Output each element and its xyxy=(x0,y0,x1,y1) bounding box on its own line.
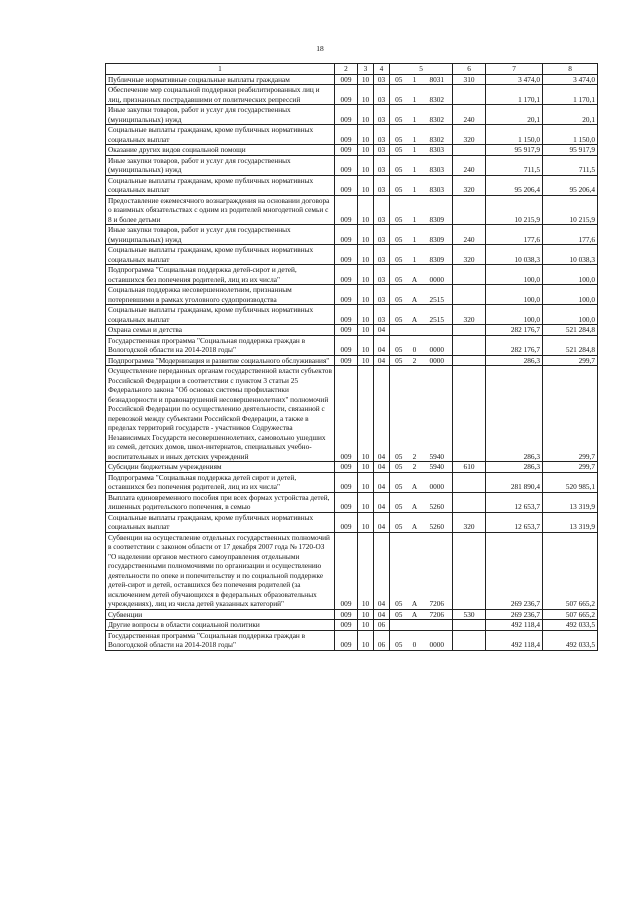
row-section: 10 xyxy=(358,492,374,512)
row-name: Социальные выплаты гражданам, кроме публичных нормативных социальных выплат xyxy=(106,125,335,145)
row-amount-year2: 1 150,0 xyxy=(543,125,598,145)
row-section: 10 xyxy=(358,620,374,631)
row-chapter: 009 xyxy=(335,175,358,195)
row-name: Выплата единовременного пособия при всех формах устройства детей, лишенных родительского попечения, в семью xyxy=(106,492,335,512)
row-chapter: 009 xyxy=(335,325,358,336)
row-target-code: 8031 xyxy=(422,74,453,85)
row-target-code: 8303 xyxy=(422,155,453,175)
row-expense-type: 240 xyxy=(453,155,486,175)
column-header: 2 xyxy=(335,64,358,75)
row-section: 10 xyxy=(358,155,374,175)
row-amount-year1: 100,0 xyxy=(486,265,543,285)
row-target-code: 8302 xyxy=(422,105,453,125)
row-expense-type xyxy=(453,472,486,492)
row-name: Социальные выплаты гражданам, кроме публичных нормативных социальных выплат xyxy=(106,305,335,325)
column-header: 7 xyxy=(486,64,543,75)
row-amount-year2: 10 215,9 xyxy=(543,195,598,225)
row-subsection: 04 xyxy=(374,532,390,609)
row-expense-type: 320 xyxy=(453,245,486,265)
row-amount-year1: 711,5 xyxy=(486,155,543,175)
row-target-code: 0000 xyxy=(422,355,453,366)
row-target-program: 05 xyxy=(390,225,408,245)
row-target-code: 5940 xyxy=(422,462,453,473)
row-expense-type xyxy=(453,366,486,462)
row-target-code: 8302 xyxy=(422,85,453,105)
row-subsection: 04 xyxy=(374,355,390,366)
table-row xyxy=(106,145,598,156)
row-target-program: 05 xyxy=(390,462,408,473)
row-chapter: 009 xyxy=(335,532,358,609)
row-target-subprogram: 2 xyxy=(408,355,422,366)
row-amount-year1: 492 118,4 xyxy=(486,620,543,631)
row-amount-year1: 286,3 xyxy=(486,355,543,366)
row-chapter: 009 xyxy=(335,245,358,265)
row-amount-year1: 269 236,7 xyxy=(486,609,543,620)
row-target-program: 05 xyxy=(390,472,408,492)
row-amount-year2: 13 319,9 xyxy=(543,492,598,512)
row-amount-year1: 286,3 xyxy=(486,366,543,462)
table-row xyxy=(106,512,598,532)
table-row xyxy=(106,462,598,473)
row-amount-year1: 95 917,9 xyxy=(486,145,543,156)
row-section: 10 xyxy=(358,532,374,609)
table-row xyxy=(106,335,598,355)
row-expense-type: 240 xyxy=(453,105,486,125)
table-header-row xyxy=(106,64,598,75)
row-target-program xyxy=(390,620,408,631)
row-amount-year1: 269 236,7 xyxy=(486,532,543,609)
row-target-subprogram: 1 xyxy=(408,175,422,195)
row-name: Иные закупки товаров, работ и услуг для государственных (муниципальных) нужд xyxy=(106,155,335,175)
row-expense-type xyxy=(453,492,486,512)
row-section: 10 xyxy=(358,462,374,473)
row-target-program: 05 xyxy=(390,125,408,145)
row-target-subprogram: 1 xyxy=(408,195,422,225)
row-subsection: 04 xyxy=(374,492,390,512)
table-row xyxy=(106,285,598,305)
column-header: 8 xyxy=(543,64,598,75)
row-name: Иные закупки товаров, работ и услуг для государственных (муниципальных) нужд xyxy=(106,225,335,245)
row-target-subprogram: 0 xyxy=(408,630,422,650)
row-amount-year2: 507 665,2 xyxy=(543,532,598,609)
row-chapter: 009 xyxy=(335,512,358,532)
row-target-program: 05 xyxy=(390,630,408,650)
column-header: 5 xyxy=(390,64,453,75)
row-subsection: 03 xyxy=(374,74,390,85)
row-target-subprogram: 1 xyxy=(408,125,422,145)
row-name: Осуществление переданных органам государственной власти субъектов Российской Федерации в соответствии с пунктом 3 статьи 25 Федерального закона "Об основах системы профилактики безнадзорности и правонарушений несовершеннолетних" полномочий Российской Федерации по осуществлению деятельности, связанной с перевозкой между субъектами Российской Федерации, а также в пределах территорий государств - участников Содружества Независимых Государств несовершеннолетних, самовольно ушедших из семей, детских домов, школ-интернатов, специальных учебно-воспитательных и иных детских учреждений xyxy=(106,366,335,462)
table-row xyxy=(106,74,598,85)
row-expense-type xyxy=(453,85,486,105)
row-expense-type xyxy=(453,265,486,285)
row-chapter: 009 xyxy=(335,609,358,620)
row-subsection: 03 xyxy=(374,155,390,175)
row-target-code: 0000 xyxy=(422,630,453,650)
row-amount-year1: 95 206,4 xyxy=(486,175,543,195)
row-target-subprogram: А xyxy=(408,305,422,325)
row-target-code: 8302 xyxy=(422,125,453,145)
row-amount-year2: 299,7 xyxy=(543,355,598,366)
row-subsection: 03 xyxy=(374,225,390,245)
row-target-subprogram xyxy=(408,620,422,631)
row-target-program: 05 xyxy=(390,305,408,325)
budget-table xyxy=(105,63,598,651)
row-section: 10 xyxy=(358,175,374,195)
row-target-program: 05 xyxy=(390,335,408,355)
row-target-subprogram: А xyxy=(408,265,422,285)
row-target-code: 8303 xyxy=(422,175,453,195)
row-name: Иные закупки товаров, работ и услуг для государственных (муниципальных) нужд xyxy=(106,105,335,125)
row-name: Субсидии бюджетным учреждениям xyxy=(106,462,335,473)
table-row xyxy=(106,175,598,195)
row-amount-year2: 3 474,0 xyxy=(543,74,598,85)
row-chapter: 009 xyxy=(335,85,358,105)
row-chapter: 009 xyxy=(335,335,358,355)
row-target-code: 5260 xyxy=(422,492,453,512)
row-subsection: 03 xyxy=(374,285,390,305)
row-amount-year1: 10 215,9 xyxy=(486,195,543,225)
row-amount-year1: 1 170,1 xyxy=(486,85,543,105)
row-name: Обеспечение мер социальной поддержки реабилитированных лиц и лиц, признанных пострадавшими от политических репрессий xyxy=(106,85,335,105)
row-expense-type xyxy=(453,145,486,156)
row-amount-year2: 507 665,2 xyxy=(543,609,598,620)
row-subsection: 06 xyxy=(374,630,390,650)
table-row xyxy=(106,245,598,265)
row-section: 10 xyxy=(358,285,374,305)
row-amount-year2: 100,0 xyxy=(543,285,598,305)
row-subsection: 03 xyxy=(374,145,390,156)
table-row xyxy=(106,492,598,512)
row-amount-year1: 281 890,4 xyxy=(486,472,543,492)
row-target-code: 7206 xyxy=(422,609,453,620)
row-amount-year1: 100,0 xyxy=(486,285,543,305)
row-target-code: 0000 xyxy=(422,472,453,492)
row-name: Предоставление ежемесячного вознаграждения на основании договора о взаимных обязательствах с одним из родителей многодетной семьи с 8 и более детьми xyxy=(106,195,335,225)
row-target-subprogram: А xyxy=(408,285,422,305)
row-target-subprogram: 1 xyxy=(408,155,422,175)
row-amount-year1: 3 474,0 xyxy=(486,74,543,85)
table-row xyxy=(106,532,598,609)
table-row xyxy=(106,85,598,105)
row-target-program: 05 xyxy=(390,195,408,225)
row-amount-year2: 100,0 xyxy=(543,265,598,285)
row-subsection: 04 xyxy=(374,512,390,532)
table-row xyxy=(106,472,598,492)
row-target-code: 8303 xyxy=(422,145,453,156)
row-chapter: 009 xyxy=(335,462,358,473)
row-amount-year2: 521 284,8 xyxy=(543,335,598,355)
row-amount-year2: 177,6 xyxy=(543,225,598,245)
row-section: 10 xyxy=(358,512,374,532)
row-name: Охрана семьи и детства xyxy=(106,325,335,336)
row-chapter: 009 xyxy=(335,620,358,631)
row-name: Социальные выплаты гражданам, кроме публичных нормативных социальных выплат xyxy=(106,245,335,265)
row-expense-type: 610 xyxy=(453,462,486,473)
row-chapter: 009 xyxy=(335,74,358,85)
row-amount-year2: 1 170,1 xyxy=(543,85,598,105)
row-amount-year2: 10 038,3 xyxy=(543,245,598,265)
row-target-program: 05 xyxy=(390,532,408,609)
row-target-code: 8309 xyxy=(422,195,453,225)
row-target-subprogram: А xyxy=(408,609,422,620)
row-section: 10 xyxy=(358,85,374,105)
row-expense-type xyxy=(453,532,486,609)
row-target-subprogram: 1 xyxy=(408,85,422,105)
row-target-code xyxy=(422,620,453,631)
table-row xyxy=(106,265,598,285)
row-expense-type: 240 xyxy=(453,225,486,245)
row-target-subprogram: А xyxy=(408,532,422,609)
row-chapter: 009 xyxy=(335,225,358,245)
row-amount-year1: 10 038,3 xyxy=(486,245,543,265)
row-expense-type: 320 xyxy=(453,512,486,532)
row-target-program: 05 xyxy=(390,85,408,105)
row-subsection: 03 xyxy=(374,195,390,225)
row-target-subprogram xyxy=(408,325,422,336)
row-target-subprogram: 2 xyxy=(408,366,422,462)
row-amount-year1: 12 653,7 xyxy=(486,512,543,532)
table-row xyxy=(106,620,598,631)
row-target-program: 05 xyxy=(390,145,408,156)
row-section: 10 xyxy=(358,609,374,620)
row-target-program xyxy=(390,325,408,336)
row-subsection: 04 xyxy=(374,325,390,336)
row-target-code xyxy=(422,325,453,336)
row-section: 10 xyxy=(358,355,374,366)
row-section: 10 xyxy=(358,305,374,325)
row-amount-year1: 282 176,7 xyxy=(486,325,543,336)
row-section: 10 xyxy=(358,245,374,265)
row-target-program: 05 xyxy=(390,245,408,265)
table-row xyxy=(106,155,598,175)
row-chapter: 009 xyxy=(335,472,358,492)
row-target-program: 05 xyxy=(390,366,408,462)
row-target-subprogram: 1 xyxy=(408,74,422,85)
row-target-program: 05 xyxy=(390,175,408,195)
row-target-program: 05 xyxy=(390,492,408,512)
row-subsection: 04 xyxy=(374,335,390,355)
row-amount-year1: 286,3 xyxy=(486,462,543,473)
column-header: 6 xyxy=(453,64,486,75)
row-amount-year2: 20,1 xyxy=(543,105,598,125)
row-expense-type: 530 xyxy=(453,609,486,620)
row-section: 10 xyxy=(358,105,374,125)
row-amount-year1: 177,6 xyxy=(486,225,543,245)
row-section: 10 xyxy=(358,366,374,462)
row-section: 10 xyxy=(358,145,374,156)
row-expense-type xyxy=(453,325,486,336)
row-target-code: 8309 xyxy=(422,245,453,265)
row-amount-year1: 12 653,7 xyxy=(486,492,543,512)
row-target-program: 05 xyxy=(390,265,408,285)
row-target-code: 0000 xyxy=(422,335,453,355)
table-row xyxy=(106,225,598,245)
row-amount-year1: 492 118,4 xyxy=(486,630,543,650)
row-name: Государственная программа "Социальная поддержка граждан в Вологодской области на 2014-2018 годы" xyxy=(106,630,335,650)
row-subsection: 03 xyxy=(374,265,390,285)
row-amount-year2: 95 206,4 xyxy=(543,175,598,195)
row-expense-type xyxy=(453,355,486,366)
row-target-subprogram: А xyxy=(408,472,422,492)
row-subsection: 03 xyxy=(374,85,390,105)
row-expense-type xyxy=(453,630,486,650)
row-amount-year2: 521 284,8 xyxy=(543,325,598,336)
row-name: Социальные выплаты гражданам, кроме публичных нормативных социальных выплат xyxy=(106,175,335,195)
row-expense-type xyxy=(453,335,486,355)
row-section: 10 xyxy=(358,195,374,225)
row-chapter: 009 xyxy=(335,285,358,305)
row-section: 10 xyxy=(358,125,374,145)
row-target-program: 05 xyxy=(390,74,408,85)
row-name: Социальные выплаты гражданам, кроме публичных нормативных социальных выплат xyxy=(106,512,335,532)
row-amount-year1: 20,1 xyxy=(486,105,543,125)
row-subsection: 03 xyxy=(374,305,390,325)
row-expense-type: 320 xyxy=(453,125,486,145)
row-subsection: 03 xyxy=(374,175,390,195)
row-target-code: 0000 xyxy=(422,265,453,285)
table-row xyxy=(106,305,598,325)
row-target-subprogram: 1 xyxy=(408,145,422,156)
row-subsection: 03 xyxy=(374,105,390,125)
row-subsection: 03 xyxy=(374,245,390,265)
row-amount-year2: 492 033,5 xyxy=(543,620,598,631)
row-target-code: 2515 xyxy=(422,285,453,305)
row-amount-year2: 299,7 xyxy=(543,462,598,473)
row-subsection: 03 xyxy=(374,125,390,145)
table-row xyxy=(106,195,598,225)
row-chapter: 009 xyxy=(335,305,358,325)
table-row xyxy=(106,325,598,336)
row-subsection: 06 xyxy=(374,620,390,631)
row-expense-type xyxy=(453,285,486,305)
row-section: 10 xyxy=(358,225,374,245)
row-target-code: 8309 xyxy=(422,225,453,245)
row-target-program: 05 xyxy=(390,355,408,366)
table-row xyxy=(106,630,598,650)
row-name: Государственная программа "Социальная поддержка граждан в Вологодской области на 2014-2018 годы" xyxy=(106,335,335,355)
row-subsection: 04 xyxy=(374,472,390,492)
row-amount-year2: 100,0 xyxy=(543,305,598,325)
row-name: Публичные нормативные социальные выплаты гражданам xyxy=(106,74,335,85)
row-name: Оказание других видов социальной помощи xyxy=(106,145,335,156)
row-name: Подпрограмма "Модернизация и развитие социального обслуживания" xyxy=(106,355,335,366)
row-amount-year2: 520 985,1 xyxy=(543,472,598,492)
row-chapter: 009 xyxy=(335,355,358,366)
row-subsection: 04 xyxy=(374,366,390,462)
row-chapter: 009 xyxy=(335,366,358,462)
row-expense-type: 320 xyxy=(453,175,486,195)
row-chapter: 009 xyxy=(335,125,358,145)
row-target-program: 05 xyxy=(390,285,408,305)
row-amount-year2: 711,5 xyxy=(543,155,598,175)
row-section: 10 xyxy=(358,265,374,285)
row-target-program: 05 xyxy=(390,155,408,175)
row-target-subprogram: А xyxy=(408,512,422,532)
row-chapter: 009 xyxy=(335,105,358,125)
row-section: 10 xyxy=(358,472,374,492)
row-target-code: 7206 xyxy=(422,532,453,609)
row-name: Социальная поддержка несовершеннолетним, признанным потерпевшими в рамках уголовного судопроизводства xyxy=(106,285,335,305)
row-expense-type xyxy=(453,620,486,631)
table-row xyxy=(106,105,598,125)
row-chapter: 009 xyxy=(335,145,358,156)
row-amount-year1: 282 176,7 xyxy=(486,335,543,355)
row-name: Подпрограмма "Социальная поддержка детей сирот и детей, оставшихся без попечения родителей, лиц из их числа" xyxy=(106,472,335,492)
column-header: 4 xyxy=(374,64,390,75)
row-target-subprogram: 2 xyxy=(408,462,422,473)
row-target-program: 05 xyxy=(390,512,408,532)
row-target-subprogram: 1 xyxy=(408,225,422,245)
row-chapter: 009 xyxy=(335,492,358,512)
row-subsection: 04 xyxy=(374,462,390,473)
row-section: 10 xyxy=(358,335,374,355)
row-section: 10 xyxy=(358,325,374,336)
row-amount-year2: 299,7 xyxy=(543,366,598,462)
table-row xyxy=(106,609,598,620)
row-target-program: 05 xyxy=(390,609,408,620)
row-target-subprogram: 1 xyxy=(408,245,422,265)
row-name: Субвенции на осуществление отдельных государственных полномочий в соответствии с законом области от 17 декабря 2007 года № 1720-ОЗ "О наделении органов местного самоуправления отдельными государственными полномочиями по организации и осуществлению деятельности по опеке и попечительству и по социальной поддержке детей-сирот и детей, оставшихся без попечения родителей (за исключением детей обучающихся в федеральных образовательных учреждениях), лиц из числа детей указанных категорий" xyxy=(106,532,335,609)
row-target-subprogram: 1 xyxy=(408,105,422,125)
row-chapter: 009 xyxy=(335,265,358,285)
table-row xyxy=(106,125,598,145)
row-target-subprogram: А xyxy=(408,492,422,512)
column-header: 1 xyxy=(106,64,335,75)
row-target-code: 5260 xyxy=(422,512,453,532)
row-amount-year2: 13 319,9 xyxy=(543,512,598,532)
row-section: 10 xyxy=(358,630,374,650)
row-chapter: 009 xyxy=(335,630,358,650)
row-expense-type: 310 xyxy=(453,74,486,85)
row-amount-year1: 1 150,0 xyxy=(486,125,543,145)
table-row xyxy=(106,366,598,462)
row-amount-year1: 100,0 xyxy=(486,305,543,325)
row-expense-type: 320 xyxy=(453,305,486,325)
row-target-code: 2515 xyxy=(422,305,453,325)
table-row xyxy=(106,355,598,366)
row-name: Подпрограмма "Социальная поддержка детей-сирот и детей, оставшихся без попечения родителей, лиц из их числа" xyxy=(106,265,335,285)
row-name: Субвенции xyxy=(106,609,335,620)
row-name: Другие вопросы в области социальной политики xyxy=(106,620,335,631)
row-target-subprogram: 0 xyxy=(408,335,422,355)
row-expense-type xyxy=(453,195,486,225)
row-amount-year2: 95 917,9 xyxy=(543,145,598,156)
page-number: 18 xyxy=(316,44,324,53)
row-target-code: 5940 xyxy=(422,366,453,462)
row-chapter: 009 xyxy=(335,155,358,175)
row-section: 10 xyxy=(358,74,374,85)
row-target-program: 05 xyxy=(390,105,408,125)
row-subsection: 04 xyxy=(374,609,390,620)
column-header: 3 xyxy=(358,64,374,75)
row-chapter: 009 xyxy=(335,195,358,225)
row-amount-year2: 492 033,5 xyxy=(543,630,598,650)
